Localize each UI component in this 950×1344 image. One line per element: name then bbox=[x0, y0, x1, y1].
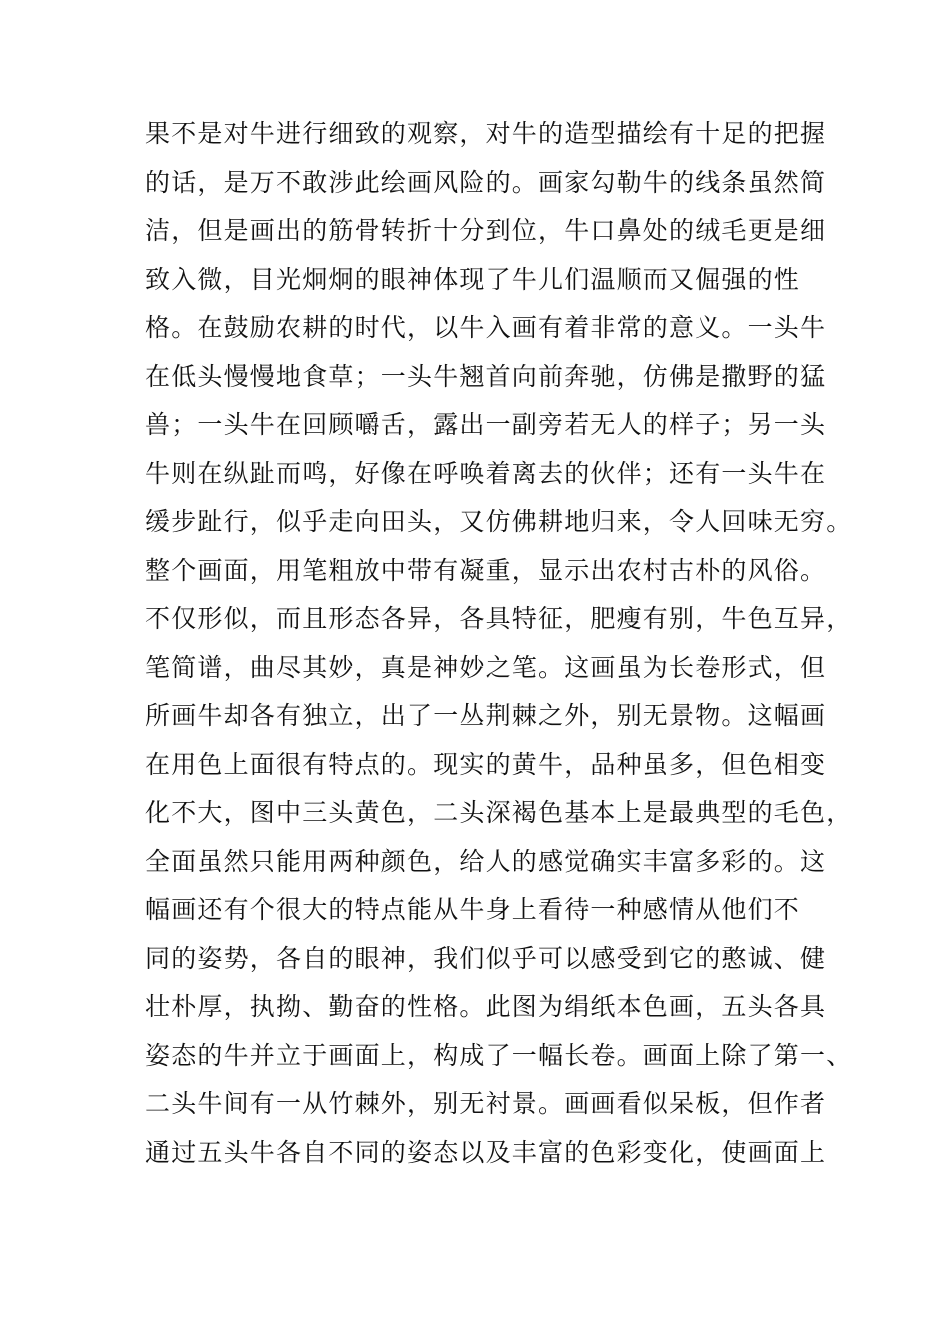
text-line: 姿态的牛并立于画面上，构成了一幅长卷。画面上除了第一、 bbox=[145, 1040, 853, 1070]
text-line: 牛则在纵趾而鸣，好像在呼唤着离去的伙伴；还有一头牛在 bbox=[145, 458, 827, 488]
text-line: 果不是对牛进行细致的观察，对牛的造型描绘有十足的把握 bbox=[145, 119, 827, 148]
text-line: 缓步趾行，似乎走向田头，又仿佛耕地归来，令人回味无穷。 bbox=[145, 507, 853, 536]
text-line: 通过五头牛各自不同的姿态以及丰富的色彩变化，使画面上 bbox=[145, 1137, 827, 1167]
text-line: 洁，但是画出的筋骨转折十分到位，牛口鼻处的绒毛更是细 bbox=[145, 216, 827, 245]
text-line: 全面虽然只能用两种颜色，给人的感觉确实丰富多彩的。这 bbox=[145, 846, 827, 876]
text-line: 在用色上面很有特点的。现实的黄牛，品种虽多，但色相变 bbox=[145, 749, 827, 779]
text-line: 在低头慢慢地食草；一头牛翘首向前奔驰，仿佛是撒野的猛 bbox=[145, 361, 827, 391]
text-line: 幅画还有个很大的特点能从牛身上看待一种感情从他们不 bbox=[145, 895, 801, 924]
text-line: 笔简谱，曲尽其妙，真是神妙之笔。这画虽为长卷形式，但 bbox=[145, 652, 827, 682]
text-line: 兽；一头牛在回顾嚼舌，露出一副旁若无人的样子；另一头 bbox=[145, 410, 827, 439]
body-text bbox=[145, 110, 853, 1177]
text-line: 化不大，图中三头黄色，二头深褐色基本上是最典型的毛色， bbox=[145, 798, 853, 827]
text-line: 致入微，目光炯炯的眼神体现了牛儿们温顺而又倔强的性 bbox=[145, 264, 801, 294]
text-line: 不仅形似，而且形态各异，各具特征，肥瘦有别，牛色互异， bbox=[145, 604, 853, 633]
text-line: 格。在鼓励农耕的时代，以牛入画有着非常的意义。一头牛 bbox=[145, 313, 827, 342]
text-line: 的话，是万不敢涉此绘画风险的。画家勾勒牛的线条虽然简 bbox=[145, 167, 827, 197]
text-line: 壮朴厚，执拗、勤奋的性格。此图为绢纸本色画，五头各具 bbox=[145, 992, 827, 1021]
text-line: 整个画面，用笔粗放中带有凝重，显示出农村古朴的风俗。 bbox=[145, 555, 827, 585]
text-line: 同的姿势，各自的眼神，我们似乎可以感受到它的憨诚、健 bbox=[145, 943, 827, 973]
text-line: 所画牛却各有独立，出了一丛荆棘之外，别无景物。这幅画 bbox=[145, 701, 827, 730]
text-line: 二头牛间有一从竹棘外，别无衬景。画画看似呆板，但作者 bbox=[145, 1089, 827, 1118]
